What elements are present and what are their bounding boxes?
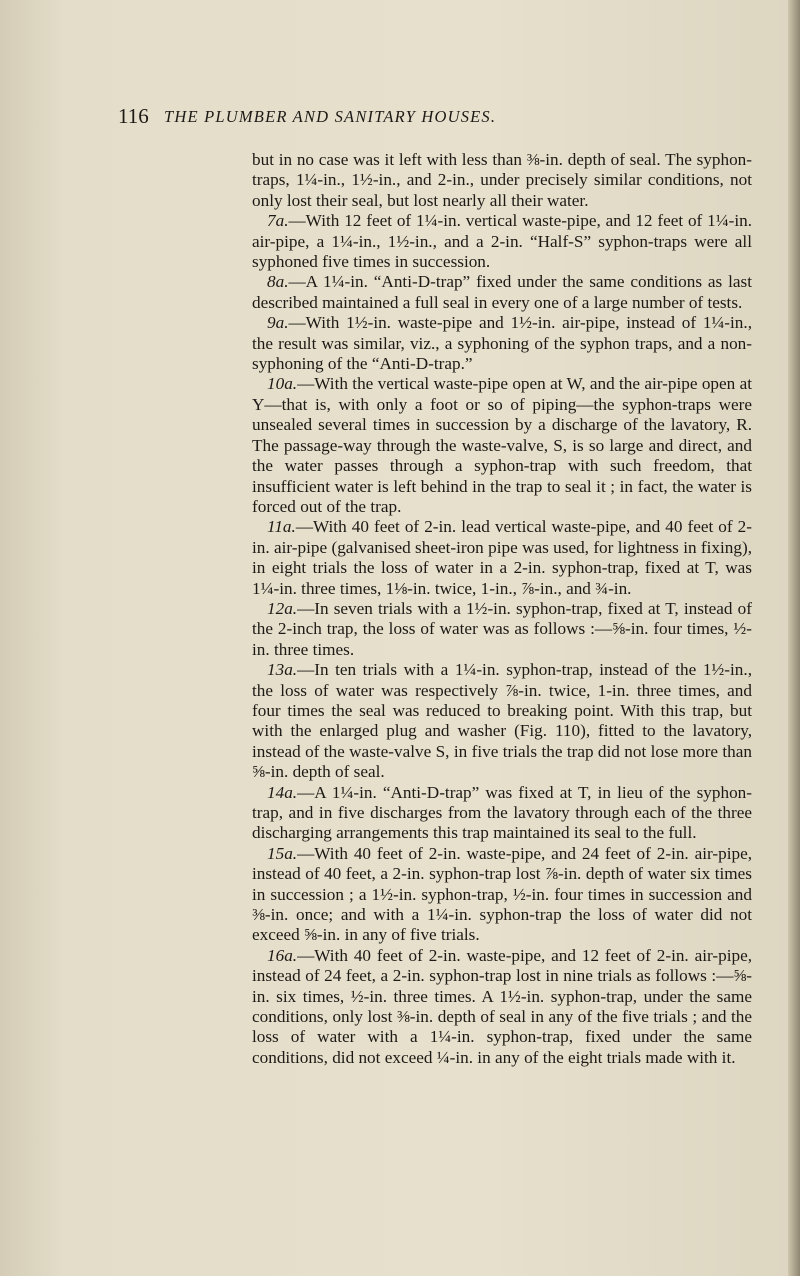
experiment-label: 13a. [267, 660, 298, 680]
paragraph-8a [252, 272, 752, 313]
experiment-label: 15a. [267, 843, 298, 863]
page-number: 116 [118, 104, 149, 128]
paragraph-text: —In ten trials with a 1¼-in. syphon-trap, instead of the 1½-in., the loss of water was respectively ⅞-in. twice, 1-in. three times, and four times the seal was reduced to breaking point. With this trap, but with the enlarged plug and washer (Fig. 110), fitted to the lavatory, instead of the waste-valve S, in five trials the trap did not lose more than ⅝-in. depth of seal. [252, 660, 752, 782]
paragraph-9a [252, 313, 752, 374]
experiment-label: 10a. [267, 374, 298, 394]
paragraph-16a [252, 946, 752, 1068]
paragraph-7a [252, 211, 752, 272]
running-title: THE PLUMBER AND SANITARY HOUSES. [164, 107, 497, 126]
paragraph-13a [252, 660, 752, 782]
experiment-label: 11a. [267, 517, 296, 537]
paragraph-text: —With 1½-in. waste-pipe and 1½-in. air-pipe, instead of 1¼-in., the result was similar, viz., a syphoning of the syphon traps, and a non-syphoning of the “Anti-D-trap.” [252, 313, 752, 374]
experiment-label: 14a. [267, 782, 298, 802]
paragraph-text: —With 40 feet of 2-in. waste-pipe, and 12 feet of 2-in. air-pipe, instead of 24 feet, a 2-in. syphon-trap lost in nine trials as follows :—⅝-in. six times, ½-in. three times. A 1½-in. syphon-trap, under the same conditions, only lost ⅜-in. depth of seal in any of the five trials ; and the loss of water with a 1¼-in. syphon-trap, fixed under the same conditions, did not exceed ¼-in. in any of the eight trials made with it. [252, 945, 752, 1067]
paragraph-text: —With 12 feet of 1¼-in. vertical waste-pipe, and 12 feet of 1¼-in. air-pipe, a 1¼-in., 1½-in., and a 2-in. “Half-S” syphon-traps were all syphoned five times in succession. [252, 211, 752, 272]
experiment-label: 9a. [267, 313, 289, 333]
page-header [118, 104, 738, 134]
body-text [252, 150, 752, 1068]
paragraph-0 [252, 150, 752, 211]
experiment-label: 7a. [267, 211, 289, 231]
paragraph-12a [252, 599, 752, 660]
paragraph-14a [252, 783, 752, 844]
experiment-label: 16a. [267, 945, 298, 965]
page-edge [788, 0, 800, 1276]
paragraph-text: —With 40 feet of 2-in. lead vertical waste-pipe, and 40 feet of 2-in. air-pipe (galvanised sheet-iron pipe was used, for lightness in fixing), in eight trials the loss of water in a 2-in. syphon-trap, fixed at T, was 1¼-in. three times, 1⅛-in. twice, 1-in., ⅞-in., and ¾-in. [252, 517, 752, 598]
paragraph-text: —In seven trials with a 1½-in. syphon-trap, fixed at T, instead of the 2-inch trap, the loss of water was as follows :—⅝-in. four times, ½-in. three times. [252, 598, 752, 659]
experiment-label: 8a. [267, 272, 289, 292]
paragraph-text: but in no case was it left with less than ⅜-in. depth of seal. The syphon-traps, 1¼-in., 1½-in., and 2-in., under precisely similar conditions, not only lost their seal, but lost nearly all their water. [252, 150, 752, 210]
paragraph-10a [252, 374, 752, 517]
paragraph-15a [252, 844, 752, 946]
paragraph-text: —A 1¼-in. “Anti-D-trap” fixed under the same conditions as last described maintained a full seal in every one of a large number of tests. [252, 272, 752, 312]
paragraph-text: —With the vertical waste-pipe open at W, and the air-pipe open at Y—that is, with only a foot or so of piping—the syphon-traps were unsealed several times in succession by a discharge of the lavatory, R. The passage-way through the waste-valve, S, is so large and direct, and the water passes through a syphon-trap with such freedom, that insufficient water is left behind in the trap to seal it ; in fact, the water is forced out of the trap. [252, 374, 752, 516]
paragraph-11a [252, 517, 752, 599]
paragraph-text: —With 40 feet of 2-in. waste-pipe, and 24 feet of 2-in. air-pipe, instead of 40 feet, a 2-in. syphon-trap lost ⅞-in. depth of water six times in succession ; a 1½-in. syphon-trap, ½-in. four times in succession and ⅜-in. once; and with a 1¼-in. syphon-trap the loss of water did not exceed ⅝-in. in any of five trials. [252, 843, 752, 945]
experiment-label: 12a. [267, 598, 298, 618]
paragraph-text: —A 1¼-in. “Anti-D-trap” was fixed at T, in lieu of the syphon-trap, and in five discharges from the lavatory through each of the three discharging arrangements this trap maintained its seal to the full. [252, 782, 752, 843]
